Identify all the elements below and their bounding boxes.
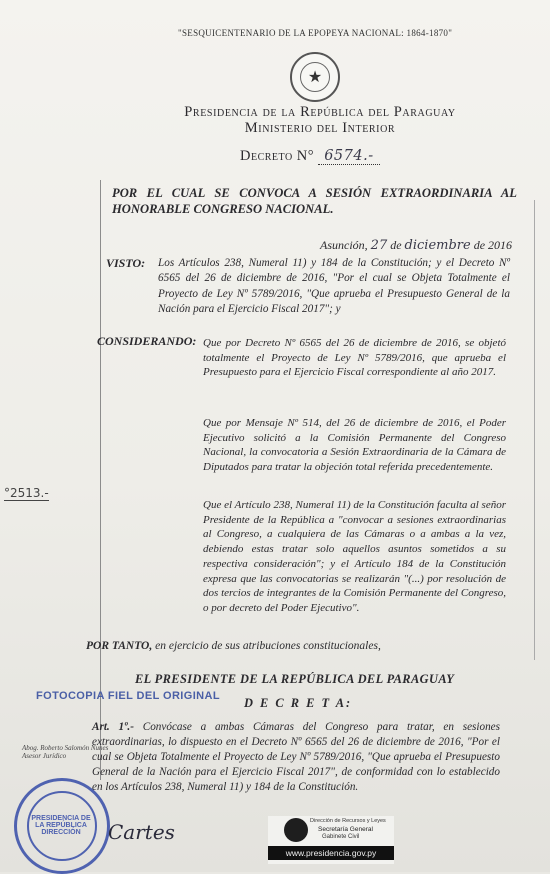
decree-title: POR EL CUAL SE CONVOCA A SESIÓN EXTRAORDINARIA AL HONORABLE CONGRESO NACIONAL.: [112, 186, 517, 216]
decree-number: 6574.-: [318, 148, 379, 165]
date-year: 2016: [488, 238, 513, 252]
stamp-line-3: Gabinete Civil: [322, 834, 360, 840]
signer-role: Asesor Jurídico: [22, 752, 67, 761]
website-url: www.presidencia.gov.py: [268, 846, 394, 860]
date-prefix: Asunción,: [320, 238, 368, 252]
decree-label: Decreto N°: [240, 148, 315, 164]
decree-number-line: [240, 148, 380, 165]
fotocopia-stamp: FOTOCOPIA FIEL DEL ORIGINAL: [36, 690, 220, 702]
considerando-paragraph-2: Que por Mensaje Nº 514, del 26 de diciembre de 2016, el Poder Ejecutivo solicitó a la Comisión Permanente del Congreso Nacional, la convocatoria a Sesión Extraordinaria de la Cámara de Diputados para tratar la objeción total referida precedentemente.: [203, 417, 506, 474]
stamp-line-1: Dirección de Recursos y Leyes: [310, 818, 386, 824]
date-day: 27: [370, 238, 388, 253]
por-tanto-text: en ejercicio de sus atribuciones constitucionales,: [155, 640, 381, 652]
presidency-logo-icon: [284, 818, 308, 842]
visto-text: Los Artículos 238, Numeral 11) y 184 de la Constitución; y el Decreto Nº 6565 del 26 de diciembre de 2016, "Por el cual se Objeta Totalmente el Proyecto de Ley Nº 5789/2016, "Que aprueba el Presupuesto General de la Nación para el Ejercicio Fiscal 2017"; y: [158, 257, 510, 316]
date-de: de: [390, 238, 402, 252]
visto-label: VISTO:: [106, 256, 146, 270]
por-tanto-label: POR TANTO,: [86, 640, 153, 652]
date-month: diciembre: [404, 238, 471, 253]
national-seal: [290, 52, 340, 102]
star-icon: ★: [300, 62, 330, 92]
article-label: Art. 1º.-: [92, 721, 134, 733]
presidency-heading: Presidencia de la República del Paraguay: [184, 104, 456, 120]
margin-number-text: °2513.-: [4, 486, 49, 500]
date-de: de: [473, 238, 486, 252]
commemoration-line: "SESQUICENTENARIO DE LA EPOPEYA NACIONAL: 1864-1870": [178, 28, 453, 38]
article-text: Convócase a ambas Cámaras del Congreso para tratar, en sesiones extraordinarias, lo dispuesto en el Decreto Nº 6565 del 26 de diciembre de 2016, "Por el cual se Objeta Totalmente el Proyecto de Ley Nº 5789/2016, "Que aprueba el Presupuesto General de la Nación para el Ejercicio Fiscal 2017", de conformidad con lo establecido en los Artículos 238, Numeral 11) y 184 de la Constitución.: [92, 721, 501, 793]
signer-name: Abog. Roberto Salomón Nunes: [22, 744, 109, 752]
por-tanto-line: [86, 640, 381, 652]
ministry-heading: Ministerio del Interior: [244, 120, 396, 136]
considerando-paragraph-3: Que el Artículo 238, Numeral 11) de la Constitución faculta al señor Presidente de la República a "convocar a sesiones extraordinarias al Congreso, a cualquiera de las Cámaras o a ambas a la vez, debiendo estas tratar solo aquellos asuntos sometidos a su respectiva consideración"; y el Artículo 184 de la Constitución expresa que las convocatorias se realizarán "(...) por resolución de dos tercios de integrantes de la Comisión Permanente del Congreso, o por decreto del Poder Ejecutivo".: [203, 499, 506, 615]
considerando-paragraph-1: Que por Decreto Nº 6565 del 26 de diciembre de 2016, se objetó totalmente el Proyecto de Ley Nº 5789/2016, que aprueba el Presupuesto para el Ejercicio Fiscal correspondiente al año 2017.: [203, 337, 506, 379]
right-margin-bracket: [534, 200, 540, 660]
date-line: [320, 238, 512, 253]
considerando-label: CONSIDERANDO:: [97, 334, 197, 348]
president-heading: EL PRESIDENTE DE LA REPÚBLICA DEL PARAGUAY: [135, 672, 455, 686]
handwritten-signature: Cartes: [108, 820, 175, 844]
round-stamp-text: PRESIDENCIA DE LA REPÚBLICA DIRECCIÓN: [31, 815, 91, 836]
article-1: [92, 720, 500, 794]
signer-block: [22, 744, 108, 761]
secretaria-stamp: [268, 816, 394, 864]
decreta-heading: D E C R E T A:: [244, 696, 353, 710]
presidency-round-stamp: [14, 778, 110, 874]
margin-number: [4, 486, 49, 500]
stamp-line-2: Secretaría General: [318, 826, 373, 833]
